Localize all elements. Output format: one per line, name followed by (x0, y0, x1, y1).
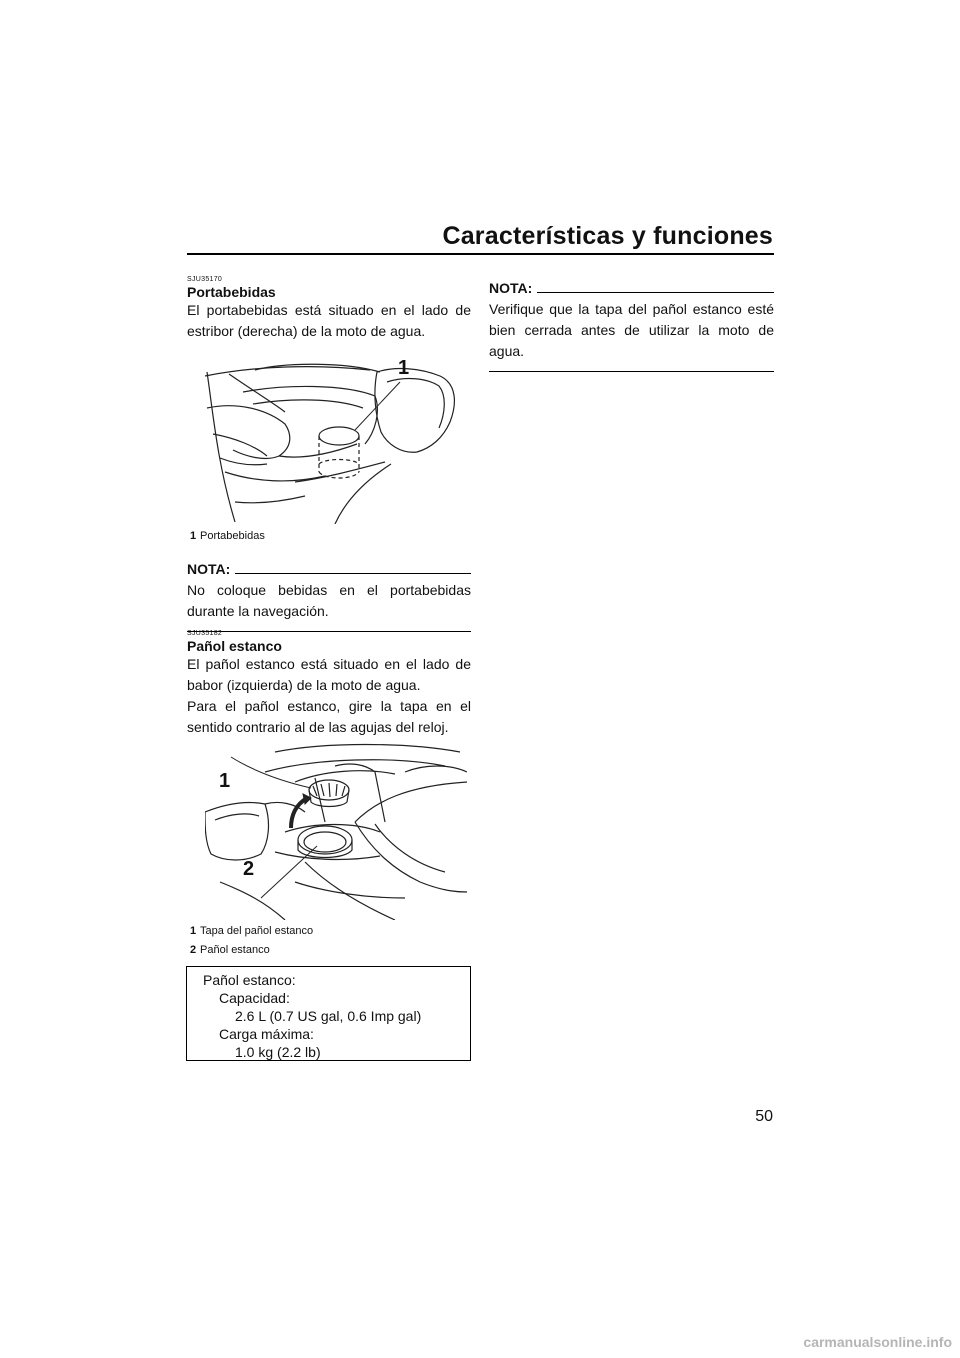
note-box (187, 561, 471, 632)
callout-2: 2 (243, 858, 255, 880)
storage-compartment-drawing (205, 742, 467, 920)
section-paragraph: El portabebidas está situado en el lado de estribor (derecha) de la moto de agua. (187, 302, 471, 339)
caption-item: 2 Pañol estanco (190, 944, 270, 956)
note-label: NOTA: (187, 561, 231, 577)
section-portabebidas (187, 276, 471, 342)
note-rule (537, 292, 774, 293)
spec-title: Pañol estanco: (203, 972, 296, 988)
caption-item: 1 Portabebidas (190, 530, 265, 542)
note-rule (235, 573, 471, 574)
cup-holder-illustration (195, 352, 457, 524)
header-rule (187, 253, 774, 255)
storage-compartment-illustration (205, 742, 467, 920)
spec-capacity-label: Capacidad: (219, 990, 290, 1006)
note-box-right (489, 280, 774, 372)
caption-item: 1 Tapa del pañol estanco (190, 925, 314, 937)
section-code: SJU35182 (187, 630, 223, 637)
spec-load-value: 1.0 kg (2.2 lb) (235, 1044, 321, 1060)
callout-1: 1 (219, 770, 231, 792)
callout-1: 1 (398, 357, 410, 379)
note-end-rule (489, 371, 774, 372)
section-code: SJU35170 (187, 276, 223, 283)
page-title: Características y funciones (442, 222, 773, 250)
section-heading: Pañol estanco (187, 638, 282, 654)
figure-2-caption (187, 922, 471, 960)
figure-1-caption (187, 527, 471, 546)
spec-load-label: Carga máxima: (219, 1026, 314, 1042)
spec-box (186, 966, 471, 1061)
note-text: Verifique que la tapa del pañol estanco esté bien cerrada antes de utilizar la moto de agua. (489, 301, 774, 359)
section-paragraph: Para el pañol estanco, gire la tapa en el sentido contrario al de las agujas del reloj. (187, 698, 471, 735)
section-panol-estanco (187, 630, 471, 738)
cup-holder-drawing (195, 352, 457, 524)
note-label: NOTA: (489, 280, 533, 296)
section-heading: Portabebidas (187, 284, 276, 300)
note-text: No coloque bebidas en el portabebidas durante la navegación. (187, 582, 471, 619)
watermark: carmanualsonline.info (803, 1334, 952, 1350)
page-number: 50 (755, 1108, 773, 1125)
spec-capacity-value: 2.6 L (0.7 US gal, 0.6 Imp gal) (235, 1008, 422, 1024)
section-paragraph: El pañol estanco está situado en el lado de babor (izquierda) de la moto de agua. (187, 656, 471, 693)
